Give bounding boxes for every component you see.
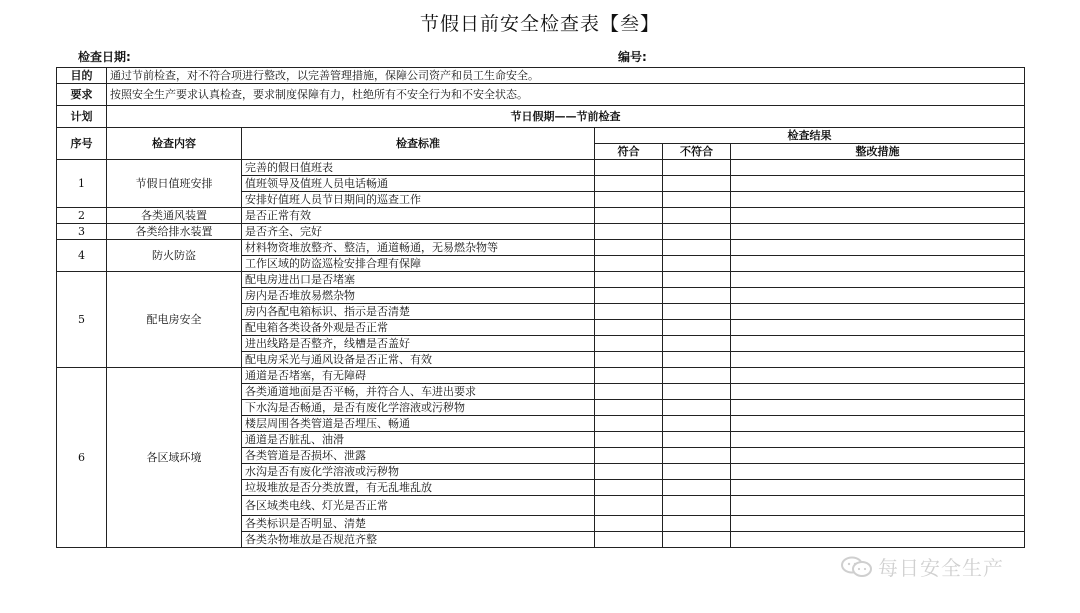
check-content: 各类给排水装置 — [107, 224, 242, 240]
measures-cell[interactable] — [731, 160, 1025, 176]
number-label: 编号: — [618, 50, 647, 64]
measures-cell[interactable] — [731, 516, 1025, 532]
nonconform-cell[interactable] — [663, 336, 731, 352]
measures-cell[interactable] — [731, 336, 1025, 352]
watermark — [840, 552, 1004, 581]
check-content: 配电房安全 — [107, 272, 242, 368]
measures-cell[interactable] — [731, 192, 1025, 208]
header-conform: 符合 — [595, 144, 663, 160]
check-standard: 各类标识是否明显、清楚 — [242, 516, 595, 532]
check-standard: 垃圾堆放是否分类放置，有无乱堆乱放 — [242, 480, 595, 496]
nonconform-cell[interactable] — [663, 176, 731, 192]
nonconform-cell[interactable] — [663, 532, 731, 548]
purpose-label: 目的 — [57, 68, 107, 84]
nonconform-cell[interactable] — [663, 256, 731, 272]
conform-cell[interactable] — [595, 416, 663, 432]
document-title: 节假日前安全检查表【叁】 — [419, 13, 660, 35]
nonconform-cell[interactable] — [663, 400, 731, 416]
check-standard: 是否齐全、完好 — [242, 224, 595, 240]
purpose-text: 通过节前检查，对不符合项进行整改，以完善管理措施，保障公司资产和员工生命安全。 — [107, 68, 1025, 84]
conform-cell[interactable] — [595, 224, 663, 240]
check-standard: 房内各配电箱标识、指示是否清楚 — [242, 304, 595, 320]
plan-text: 节日假期——节前检查 — [107, 106, 1025, 128]
nonconform-cell[interactable] — [663, 464, 731, 480]
header-standard: 检查标准 — [242, 128, 595, 160]
measures-cell[interactable] — [731, 320, 1025, 336]
check-standard: 水沟是否有废化学溶液或污秽物 — [242, 464, 595, 480]
conform-cell[interactable] — [595, 272, 663, 288]
check-standard: 是否正常有效 — [242, 208, 595, 224]
table-row — [57, 368, 1025, 384]
conform-cell[interactable] — [595, 288, 663, 304]
nonconform-cell[interactable] — [663, 368, 731, 384]
conform-cell[interactable] — [595, 192, 663, 208]
measures-cell[interactable] — [731, 352, 1025, 368]
measures-cell[interactable] — [731, 400, 1025, 416]
nonconform-cell[interactable] — [663, 516, 731, 532]
conform-cell[interactable] — [595, 400, 663, 416]
measures-cell[interactable] — [731, 432, 1025, 448]
check-standard: 通道是否脏乱、油滑 — [242, 432, 595, 448]
check-date-label: 检查日期: — [78, 50, 131, 64]
measures-cell[interactable] — [731, 416, 1025, 432]
nonconform-cell[interactable] — [663, 160, 731, 176]
nonconform-cell[interactable] — [663, 192, 731, 208]
item-number: 2 — [57, 208, 107, 224]
check-content: 防火防盗 — [107, 240, 242, 272]
conform-cell[interactable] — [595, 516, 663, 532]
check-standard: 各类通道地面是否平畅，并符合人、车进出要求 — [242, 384, 595, 400]
measures-cell[interactable] — [731, 532, 1025, 548]
item-number: 6 — [57, 368, 107, 548]
measures-cell[interactable] — [731, 368, 1025, 384]
check-standard: 各区域类电线、灯光是否正常 — [242, 496, 595, 516]
measures-cell[interactable] — [731, 224, 1025, 240]
nonconform-cell[interactable] — [663, 432, 731, 448]
nonconform-cell[interactable] — [663, 272, 731, 288]
requirement-text: 按照安全生产要求认真检查，要求制度保障有力，杜绝所有不安全行为和不安全状态。 — [107, 84, 1025, 106]
nonconform-cell[interactable] — [663, 480, 731, 496]
conform-cell[interactable] — [595, 256, 663, 272]
measures-cell[interactable] — [731, 384, 1025, 400]
nonconform-cell[interactable] — [663, 288, 731, 304]
conform-cell[interactable] — [595, 240, 663, 256]
measures-cell[interactable] — [731, 240, 1025, 256]
plan-row — [57, 106, 1025, 128]
header-result: 检查结果 — [595, 128, 1025, 144]
conform-cell[interactable] — [595, 384, 663, 400]
measures-cell[interactable] — [731, 448, 1025, 464]
table-row — [57, 208, 1025, 224]
conform-cell[interactable] — [595, 532, 663, 548]
check-standard: 房内是否堆放易燃杂物 — [242, 288, 595, 304]
measures-cell[interactable] — [731, 480, 1025, 496]
check-content: 节假日值班安排 — [107, 160, 242, 208]
check-content: 各区域环境 — [107, 368, 242, 548]
conform-cell[interactable] — [595, 368, 663, 384]
item-number: 3 — [57, 224, 107, 240]
measures-cell[interactable] — [731, 256, 1025, 272]
header-no: 序号 — [57, 128, 107, 160]
item-number: 1 — [57, 160, 107, 208]
measures-cell[interactable] — [731, 464, 1025, 480]
check-standard: 下水沟是否畅通，是否有废化学溶液或污秽物 — [242, 400, 595, 416]
nonconform-cell[interactable] — [663, 240, 731, 256]
header-measures: 整改措施 — [731, 144, 1025, 160]
conform-cell[interactable] — [595, 304, 663, 320]
check-standard: 工作区域的防盗巡检安排合理有保障 — [242, 256, 595, 272]
nonconform-cell[interactable] — [663, 352, 731, 368]
requirement-label: 要求 — [57, 84, 107, 106]
conform-cell[interactable] — [595, 352, 663, 368]
check-standard: 材料物资堆放整齐、整洁，通道畅通，无易燃杂物等 — [242, 240, 595, 256]
header-nonconform: 不符合 — [663, 144, 731, 160]
measures-cell[interactable] — [731, 496, 1025, 516]
conform-cell[interactable] — [595, 464, 663, 480]
header-row — [57, 128, 1025, 144]
check-standard: 完善的假日值班表 — [242, 160, 595, 176]
table-row — [57, 240, 1025, 256]
check-standard: 配电箱各类设备外观是否正常 — [242, 320, 595, 336]
table-row — [57, 272, 1025, 288]
nonconform-cell[interactable] — [663, 224, 731, 240]
watermark-text: 每日安全生产 — [878, 556, 1004, 580]
check-standard: 值班领导及值班人员电话畅通 — [242, 176, 595, 192]
measures-cell[interactable] — [731, 288, 1025, 304]
inspection-table — [56, 67, 1025, 548]
conform-cell[interactable] — [595, 336, 663, 352]
check-standard: 配电房进出口是否堵塞 — [242, 272, 595, 288]
item-number: 4 — [57, 240, 107, 272]
conform-cell[interactable] — [595, 480, 663, 496]
table-row — [57, 224, 1025, 240]
conform-cell[interactable] — [595, 448, 663, 464]
conform-cell[interactable] — [595, 176, 663, 192]
conform-cell[interactable] — [595, 160, 663, 176]
check-standard: 各类杂物堆放是否规范齐整 — [242, 532, 595, 548]
conform-cell[interactable] — [595, 432, 663, 448]
check-standard: 各类管道是否损坏、泄露 — [242, 448, 595, 464]
nonconform-cell[interactable] — [663, 416, 731, 432]
check-standard: 安排好值班人员节日期间的巡查工作 — [242, 192, 595, 208]
conform-cell[interactable] — [595, 320, 663, 336]
plan-label: 计划 — [57, 106, 107, 128]
purpose-row — [57, 68, 1025, 84]
nonconform-cell[interactable] — [663, 320, 731, 336]
measures-cell[interactable] — [731, 208, 1025, 224]
check-standard: 进出线路是否整齐，线槽是否盖好 — [242, 336, 595, 352]
conform-cell[interactable] — [595, 208, 663, 224]
check-standard: 配电房采光与通风设备是否正常、有效 — [242, 352, 595, 368]
nonconform-cell[interactable] — [663, 496, 731, 516]
measures-cell[interactable] — [731, 304, 1025, 320]
nonconform-cell[interactable] — [663, 448, 731, 464]
item-number: 5 — [57, 272, 107, 368]
check-standard: 楼层周围各类管道是否埋压、畅通 — [242, 416, 595, 432]
check-content: 各类通风装置 — [107, 208, 242, 224]
nonconform-cell[interactable] — [663, 304, 731, 320]
requirement-row — [57, 84, 1025, 106]
nonconform-cell[interactable] — [663, 384, 731, 400]
measures-cell[interactable] — [731, 272, 1025, 288]
check-standard: 通道是否堵塞，有无障碍 — [242, 368, 595, 384]
nonconform-cell[interactable] — [663, 208, 731, 224]
header-content: 检查内容 — [107, 128, 242, 160]
table-row — [57, 160, 1025, 176]
conform-cell[interactable] — [595, 496, 663, 516]
wechat-icon — [840, 556, 874, 578]
measures-cell[interactable] — [731, 176, 1025, 192]
